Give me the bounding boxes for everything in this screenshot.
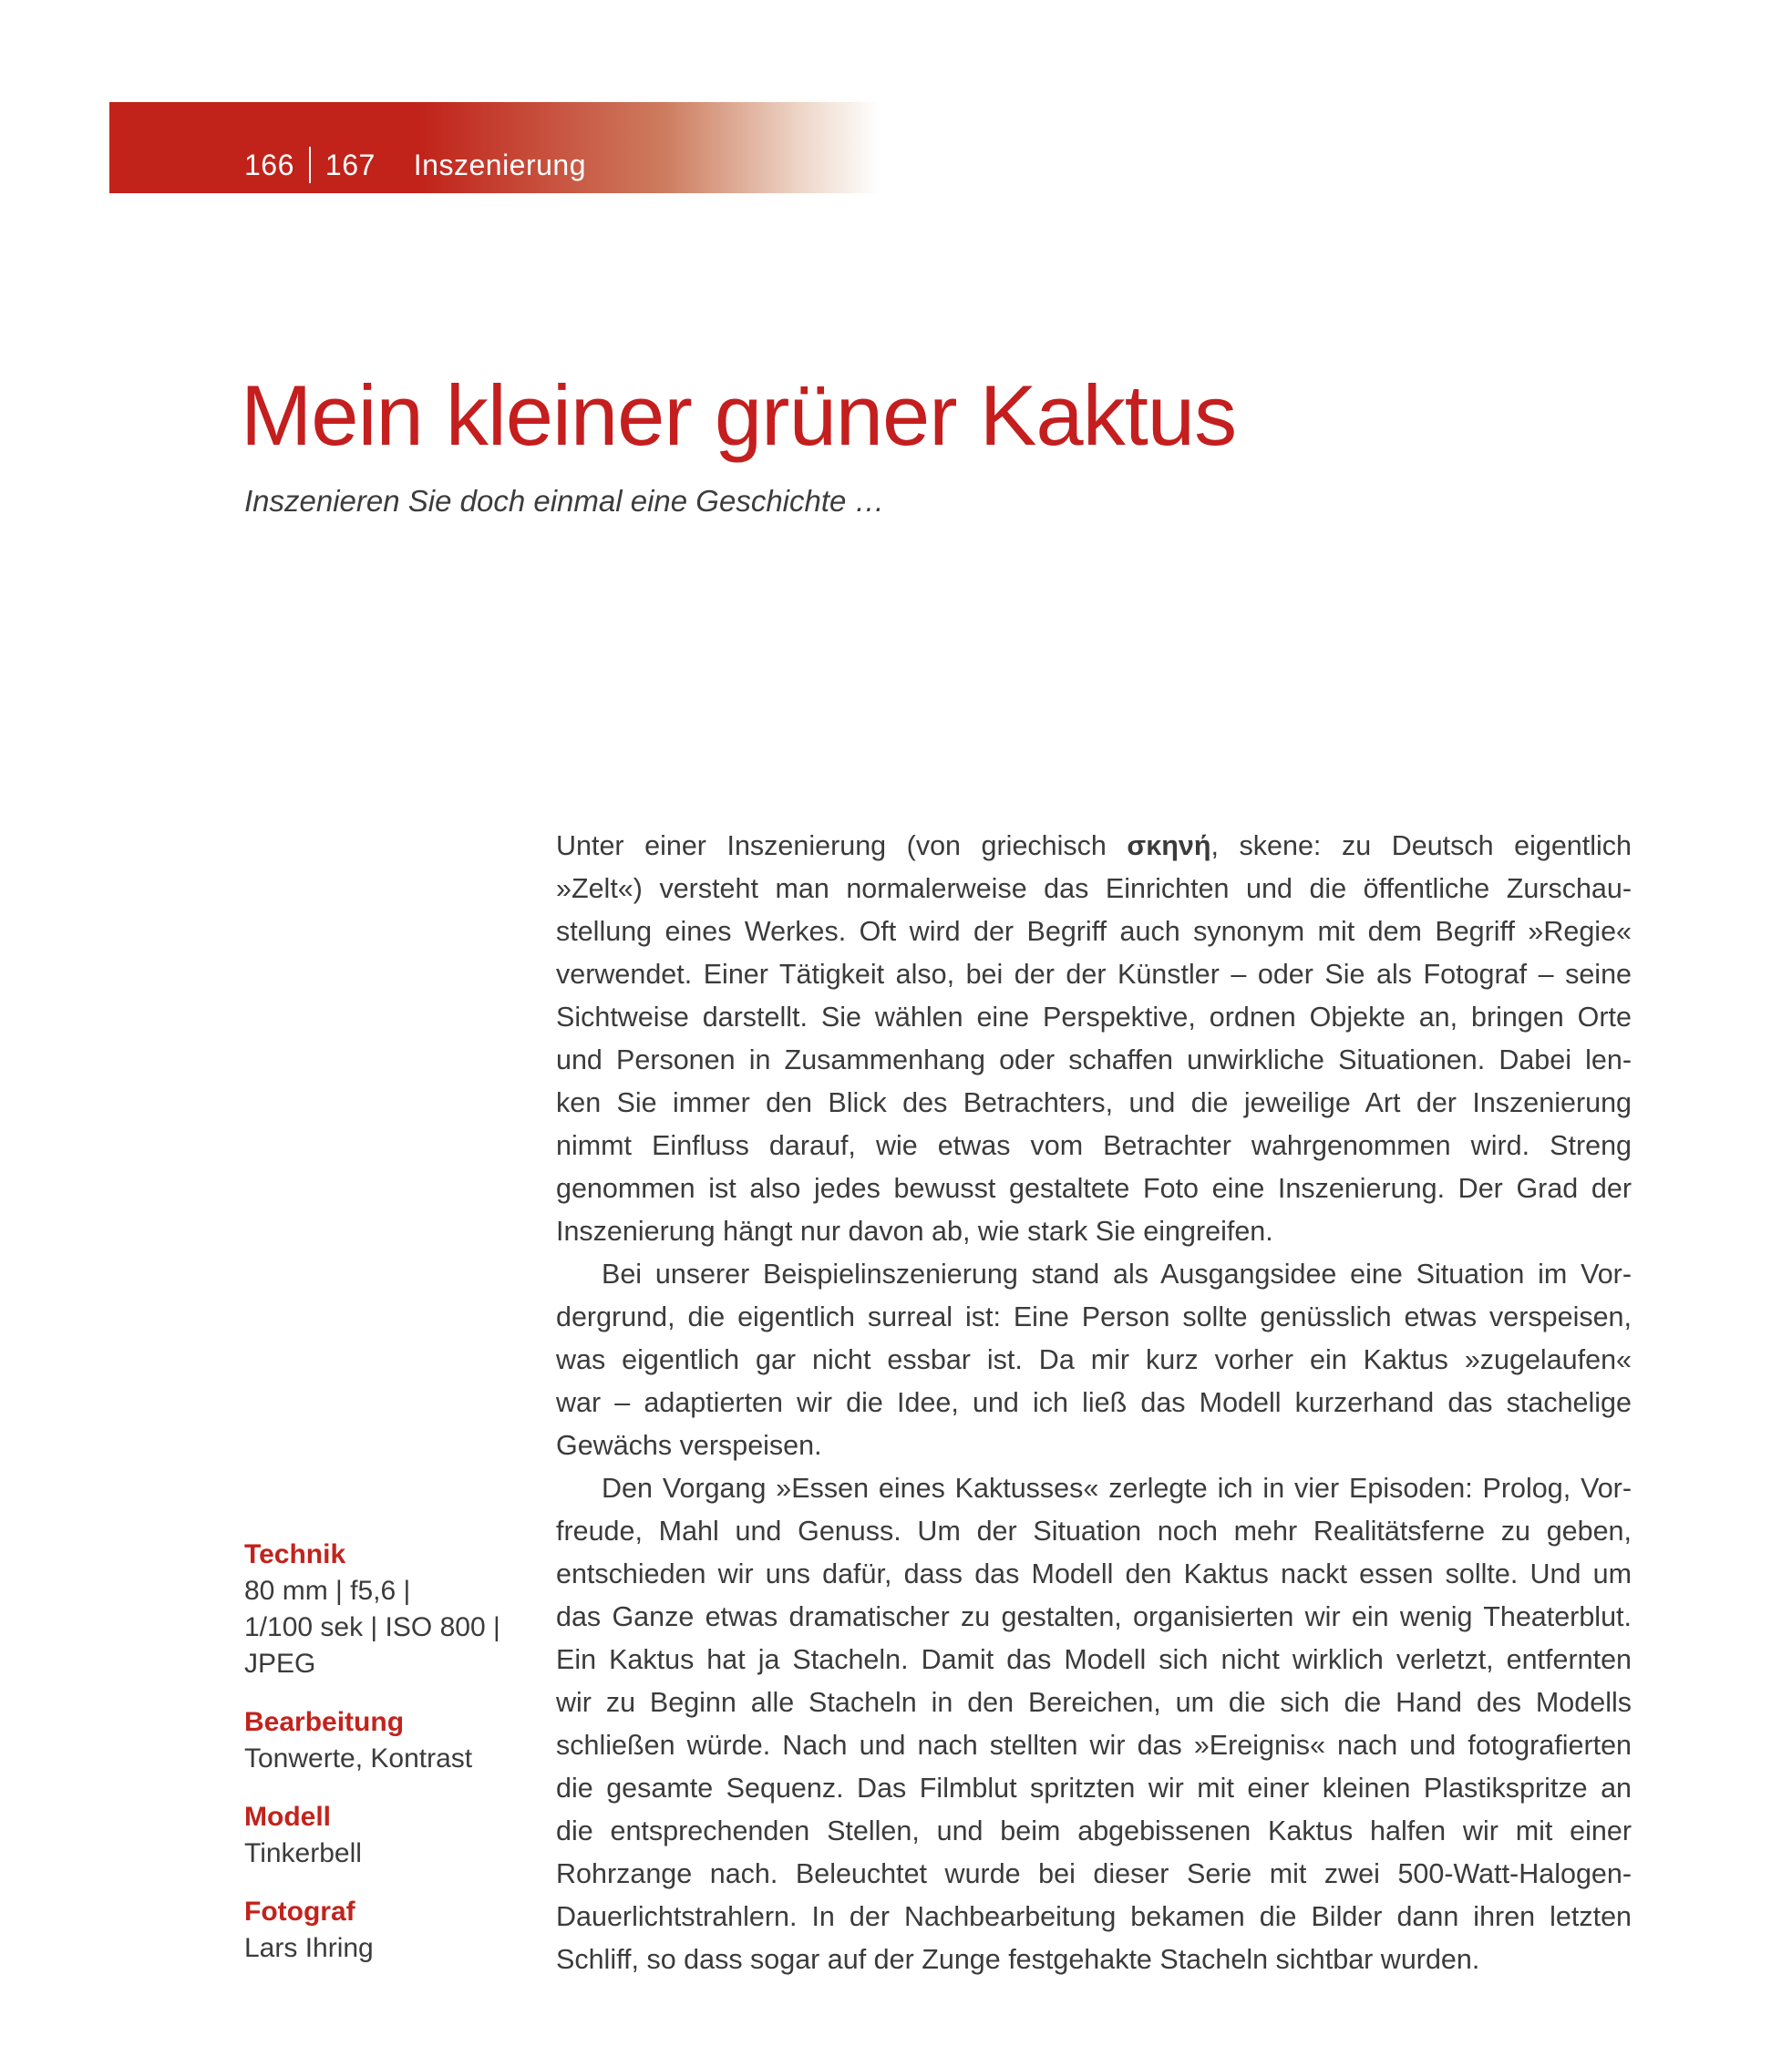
body-line: genommen ist also jedes bewusst gestaltete Foto eine Inszenierung. Der Grad der bbox=[556, 1173, 1632, 1204]
body-line: Bei unserer Beispielinszenierung stand als Ausgangsidee eine Situation im Vor- bbox=[602, 1259, 1632, 1290]
body-line: Den Vorgang »Essen eines Kaktusses« zerlegte ich in vier Episoden: Prolog, Vor- bbox=[602, 1473, 1632, 1504]
body-line: und Personen in Zusammenhang oder schaffen unwirkliche Situationen. Dabei len- bbox=[556, 1044, 1632, 1075]
sidebar-group-value: 80 mm | f5,6 | bbox=[244, 1576, 411, 1606]
body-line: Sichtweise darstellt. Sie wählen eine Perspektive, ordnen Objekte an, bringen Orte bbox=[556, 1002, 1632, 1033]
article-text bbox=[556, 825, 1632, 1981]
sidebar-group-value: JPEG bbox=[244, 1649, 316, 1679]
body-line: freude, Mahl und Genuss. Um der Situation noch mehr Realitätsferne zu geben, bbox=[556, 1516, 1632, 1547]
page-subtitle: Inszenieren Sie doch einmal eine Geschichte … bbox=[244, 484, 885, 518]
body-line: die gesamte Sequenz. Das Filmblut spritzten wir mit einer kleinen Plastikspritze an bbox=[556, 1773, 1632, 1804]
sidebar-group bbox=[244, 1894, 545, 1967]
sidebar-group-value: Lars Ihring bbox=[244, 1933, 374, 1963]
body-line: entschieden wir uns dafür, dass das Modell den Kaktus nackt essen sollte. Und um bbox=[556, 1558, 1632, 1589]
body-line: Unter einer Inszenierung (von griechisch σκηνή, skene: zu Deutsch eigentlich bbox=[556, 830, 1632, 861]
sidebar-group-value: 1/100 sek | ISO 800 | bbox=[244, 1612, 500, 1642]
body-line: ken Sie immer den Blick des Betrachters, und die jeweilige Art der Inszenierung bbox=[556, 1087, 1632, 1118]
body-line: verwendet. Einer Tätigkeit also, bei der der Künstler – oder Sie als Fotograf – seine bbox=[556, 959, 1632, 990]
sidebar-group-value: Tinkerbell bbox=[244, 1838, 362, 1868]
header-page-number-left: 166 bbox=[244, 149, 294, 181]
page-title: Mein kleiner grüner Kaktus bbox=[241, 367, 1237, 463]
sidebar-group-label: Technik bbox=[244, 1539, 346, 1569]
body-line: Schliff, so dass sogar auf der Zunge festgehakte Stacheln sichtbar wurden. bbox=[556, 1944, 1480, 1975]
body-line: stellung eines Werkes. Oft wird der Begriff auch synonym mit dem Begriff »Regie« bbox=[556, 916, 1632, 947]
header-text bbox=[244, 149, 586, 180]
sidebar-group-label: Modell bbox=[244, 1802, 331, 1832]
body-line: wir zu Beginn alle Stacheln in den Bereichen, um die sich die Hand des Modells bbox=[556, 1687, 1632, 1718]
sidebar-group-label: Bearbeitung bbox=[244, 1707, 405, 1737]
header-page-separator bbox=[309, 147, 311, 183]
body-line: dergrund, die eigentlich surreal ist: Eine Person sollte genüsslich etwas verspeisen, bbox=[556, 1301, 1632, 1332]
body-line: Dauerlichtstrahlern. In der Nachbearbeitung bekamen die Bilder dann ihren letzten bbox=[556, 1901, 1632, 1932]
body-line: Rohrzange nach. Beleuchtet wurde bei dieser Serie mit zwei 500-Watt-Halogen- bbox=[556, 1858, 1632, 1889]
body-line: Ein Kaktus hat ja Stacheln. Damit das Modell sich nicht wirklich verletzt, entfernten bbox=[556, 1644, 1632, 1675]
body-line: die entsprechenden Stellen, und beim abgebissenen Kaktus halfen wir mit einer bbox=[556, 1815, 1632, 1846]
sidebar-group bbox=[244, 1537, 545, 1682]
header-page-number-right: 167 bbox=[324, 149, 376, 181]
sidebar-group-label: Fotograf bbox=[244, 1897, 355, 1927]
body-line: »Zelt«) versteht man normalerweise das Einrichten und die öffentliche Zurschau- bbox=[556, 873, 1632, 904]
sidebar-group-value: Tonwerte, Kontrast bbox=[244, 1743, 473, 1774]
body-line: was eigentlich gar nicht essbar ist. Da mir kurz vorher ein Kaktus »zugelaufen« bbox=[556, 1344, 1632, 1375]
body-line: schließen würde. Nach und nach stellten wir das »Ereignis« nach und fotografierten bbox=[556, 1730, 1632, 1761]
header-bar bbox=[109, 102, 880, 193]
body-line: Inszenierung hängt nur davon ab, wie stark Sie eingreifen. bbox=[556, 1216, 1273, 1247]
sidebar-group bbox=[244, 1704, 545, 1777]
body-line: war – adaptierten wir die Idee, und ich ließ das Modell kurzerhand das stachelige bbox=[556, 1387, 1632, 1418]
body-line: nimmt Einfluss darauf, wie etwas vom Betrachter wahrgenommen wird. Streng bbox=[556, 1130, 1632, 1161]
body-line: das Ganze etwas dramatischer zu gestalten, organisierten wir ein wenig Theaterblut. bbox=[556, 1601, 1632, 1632]
body-line: Gewächs verspeisen. bbox=[556, 1430, 822, 1461]
sidebar-group bbox=[244, 1799, 545, 1872]
sidebar bbox=[244, 1537, 545, 1989]
header-section-label: Inszenierung bbox=[413, 149, 587, 181]
